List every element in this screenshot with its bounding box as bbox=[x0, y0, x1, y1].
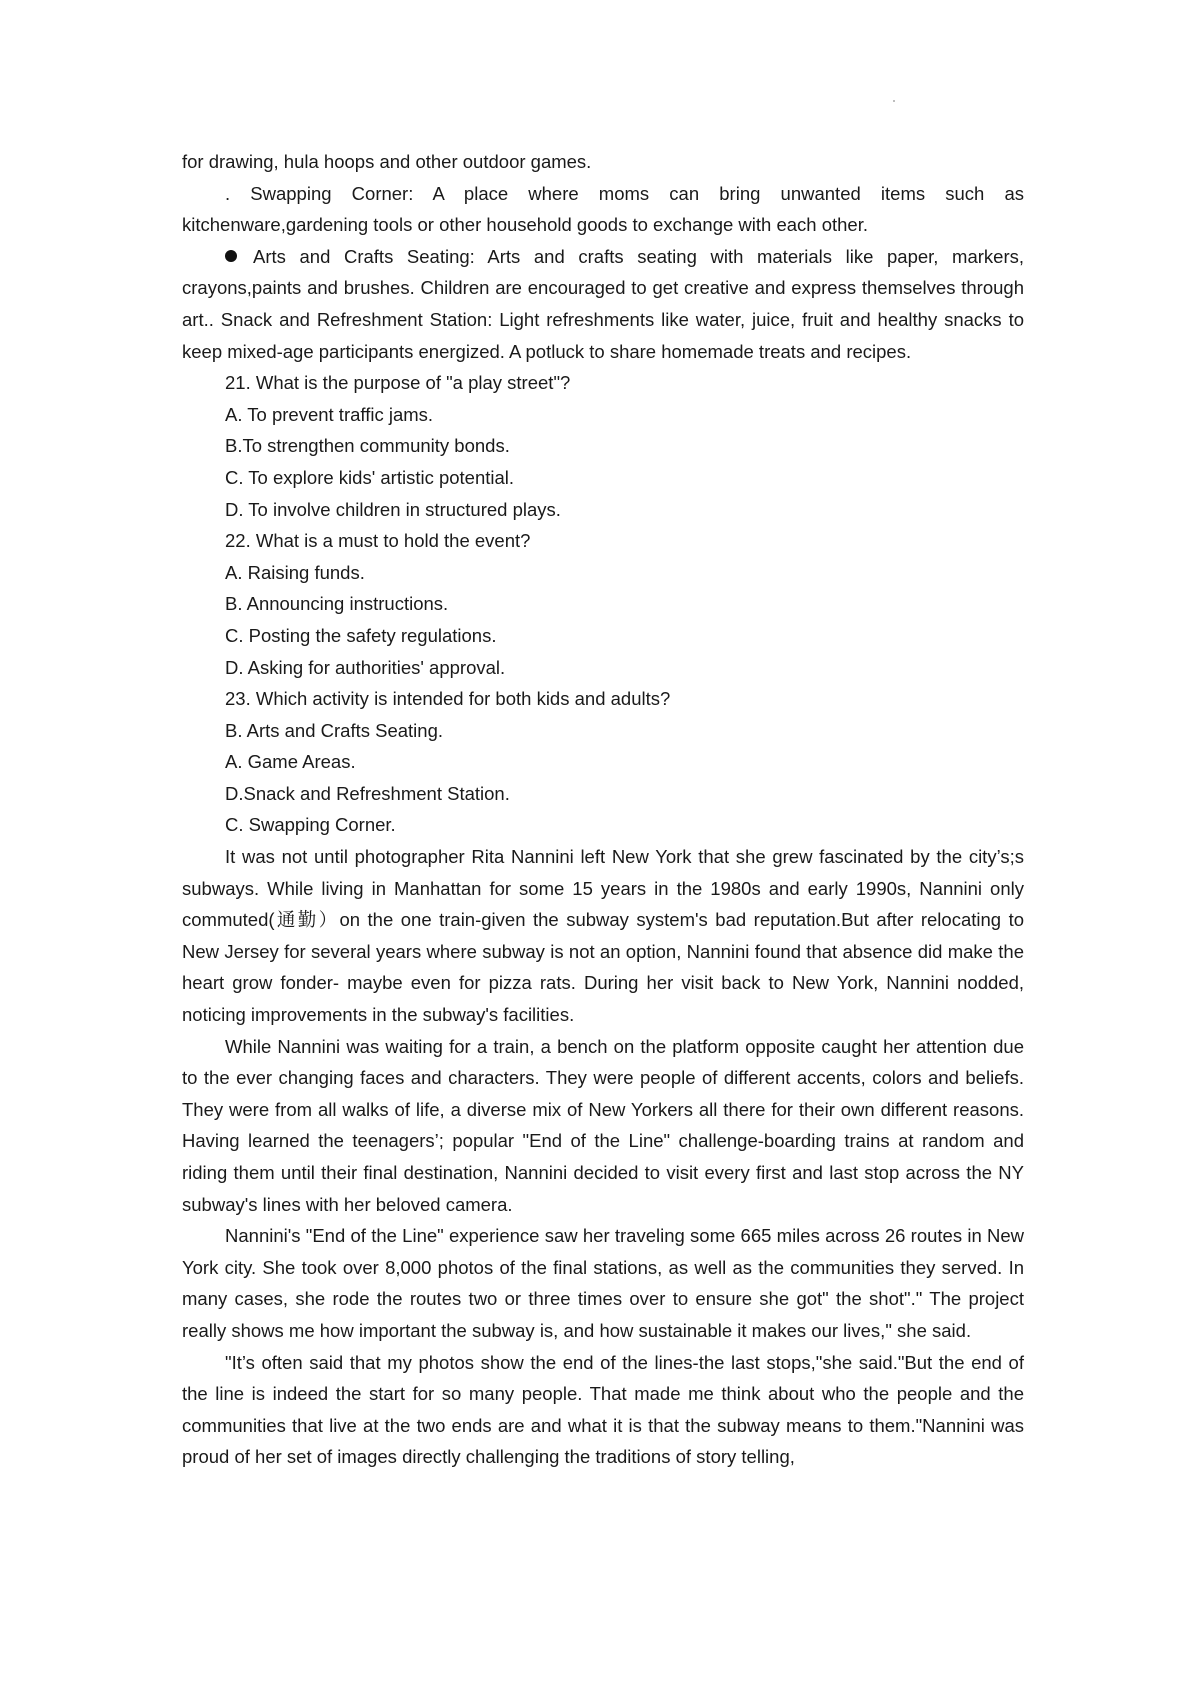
scan-speck bbox=[893, 100, 895, 102]
answer-option: B. Arts and Crafts Seating. bbox=[225, 719, 443, 741]
question-22 bbox=[182, 525, 1024, 683]
question-23 bbox=[182, 683, 1024, 841]
answer-option: D. Asking for authorities' approval. bbox=[225, 656, 506, 678]
paragraph-arts-and-crafts bbox=[182, 241, 1024, 367]
answer-option: A. To prevent traffic jams. bbox=[225, 403, 434, 425]
question-stem: 23. Which activity is intended for both kids and adults? bbox=[225, 688, 671, 710]
answer-option: C. Posting the safety regulations. bbox=[225, 624, 497, 646]
passage-paragraph: It was not until photographer Rita Nannini left New York that she grew fascinated by the city’s;s subways. While living in Manhattan for some 15 years in the 1980s and early 1990s, Nannini only commuted(通勤）on the one train-given the subway system's bad reputation.But after relocating to New Jersey for several years where subway is not an option, Nannini found that absence did make the heart grow fonder- maybe even for pizza rats. During her visit back to New York, Nannini nodded, noticing improvements in the subway's facilities. bbox=[182, 846, 1024, 1026]
answer-option: D.Snack and Refreshment Station. bbox=[225, 782, 510, 804]
answer-option: C. To explore kids' artistic potential. bbox=[225, 466, 515, 488]
answer-option: A. Raising funds. bbox=[225, 561, 365, 583]
answer-option: A. Game Areas. bbox=[225, 751, 356, 773]
bullet-icon bbox=[225, 250, 237, 262]
paragraph-swapping-corner: . Swapping Corner: A place where moms can bring unwanted items such as kitchenware,gardening tools or other household goods to exchange with each other. bbox=[182, 182, 1024, 236]
answer-option: C. Swapping Corner. bbox=[225, 814, 396, 836]
passage-paragraph: Nannini's "End of the Line" experience saw her traveling some 665 miles across 26 routes in New York city. She took over 8,000 photos of the final stations, as well as the communities they served. In many cases, she rode the routes two or three times over to ensure she got" the shot"." The project really shows me how important the subway is, and how sustainable it makes our lives," she said. bbox=[182, 1225, 1024, 1341]
passage-paragraph: While Nannini was waiting for a train, a bench on the platform opposite caught her attention due to the ever changing faces and characters. They were people of different accents, colors and beliefs. They were from all walks of life, a diverse mix of New Yorkers all there for their own different reasons. Having learned the teenagers’; popular "End of the Line" challenge-boarding trains at random and riding them until their final destination, Nannini decided to visit every first and last stop across the NY subway's lines with her beloved camera. bbox=[182, 1035, 1024, 1215]
answer-option: B.To strengthen community bonds. bbox=[225, 435, 510, 457]
paragraph-game-areas-end: for drawing, hula hoops and other outdoor games. bbox=[182, 151, 592, 172]
question-stem: 22. What is a must to hold the event? bbox=[225, 530, 531, 552]
answer-option: D. To involve children in structured plays. bbox=[225, 498, 561, 520]
question-21 bbox=[182, 367, 1024, 525]
arts-crafts-text: Arts and Crafts Seating: Arts and crafts seating with materials like paper, markers, crayons,paints and brushes. Children are encouraged to get creative and express themselves through art.. Snack and Refreshment Station: Light refreshments like water, juice, fruit and healthy snacks to keep mixed-age participants energized. A potluck to share homemade treats and recipes. bbox=[182, 245, 1024, 362]
passage-paragraph: "It’s often said that my photos show the end of the lines-the last stops,"she said."But the end of the line is indeed the start for so many people. That made me think about who the people and the communities that live at the two ends are and what it is that the subway means to them."Nannini was proud of her set of images directly challenging the traditions of story telling, bbox=[182, 1351, 1024, 1468]
answer-option: B. Announcing instructions. bbox=[225, 593, 449, 615]
document-body bbox=[182, 146, 1024, 1473]
question-stem: 21. What is the purpose of "a play street"? bbox=[225, 372, 571, 394]
